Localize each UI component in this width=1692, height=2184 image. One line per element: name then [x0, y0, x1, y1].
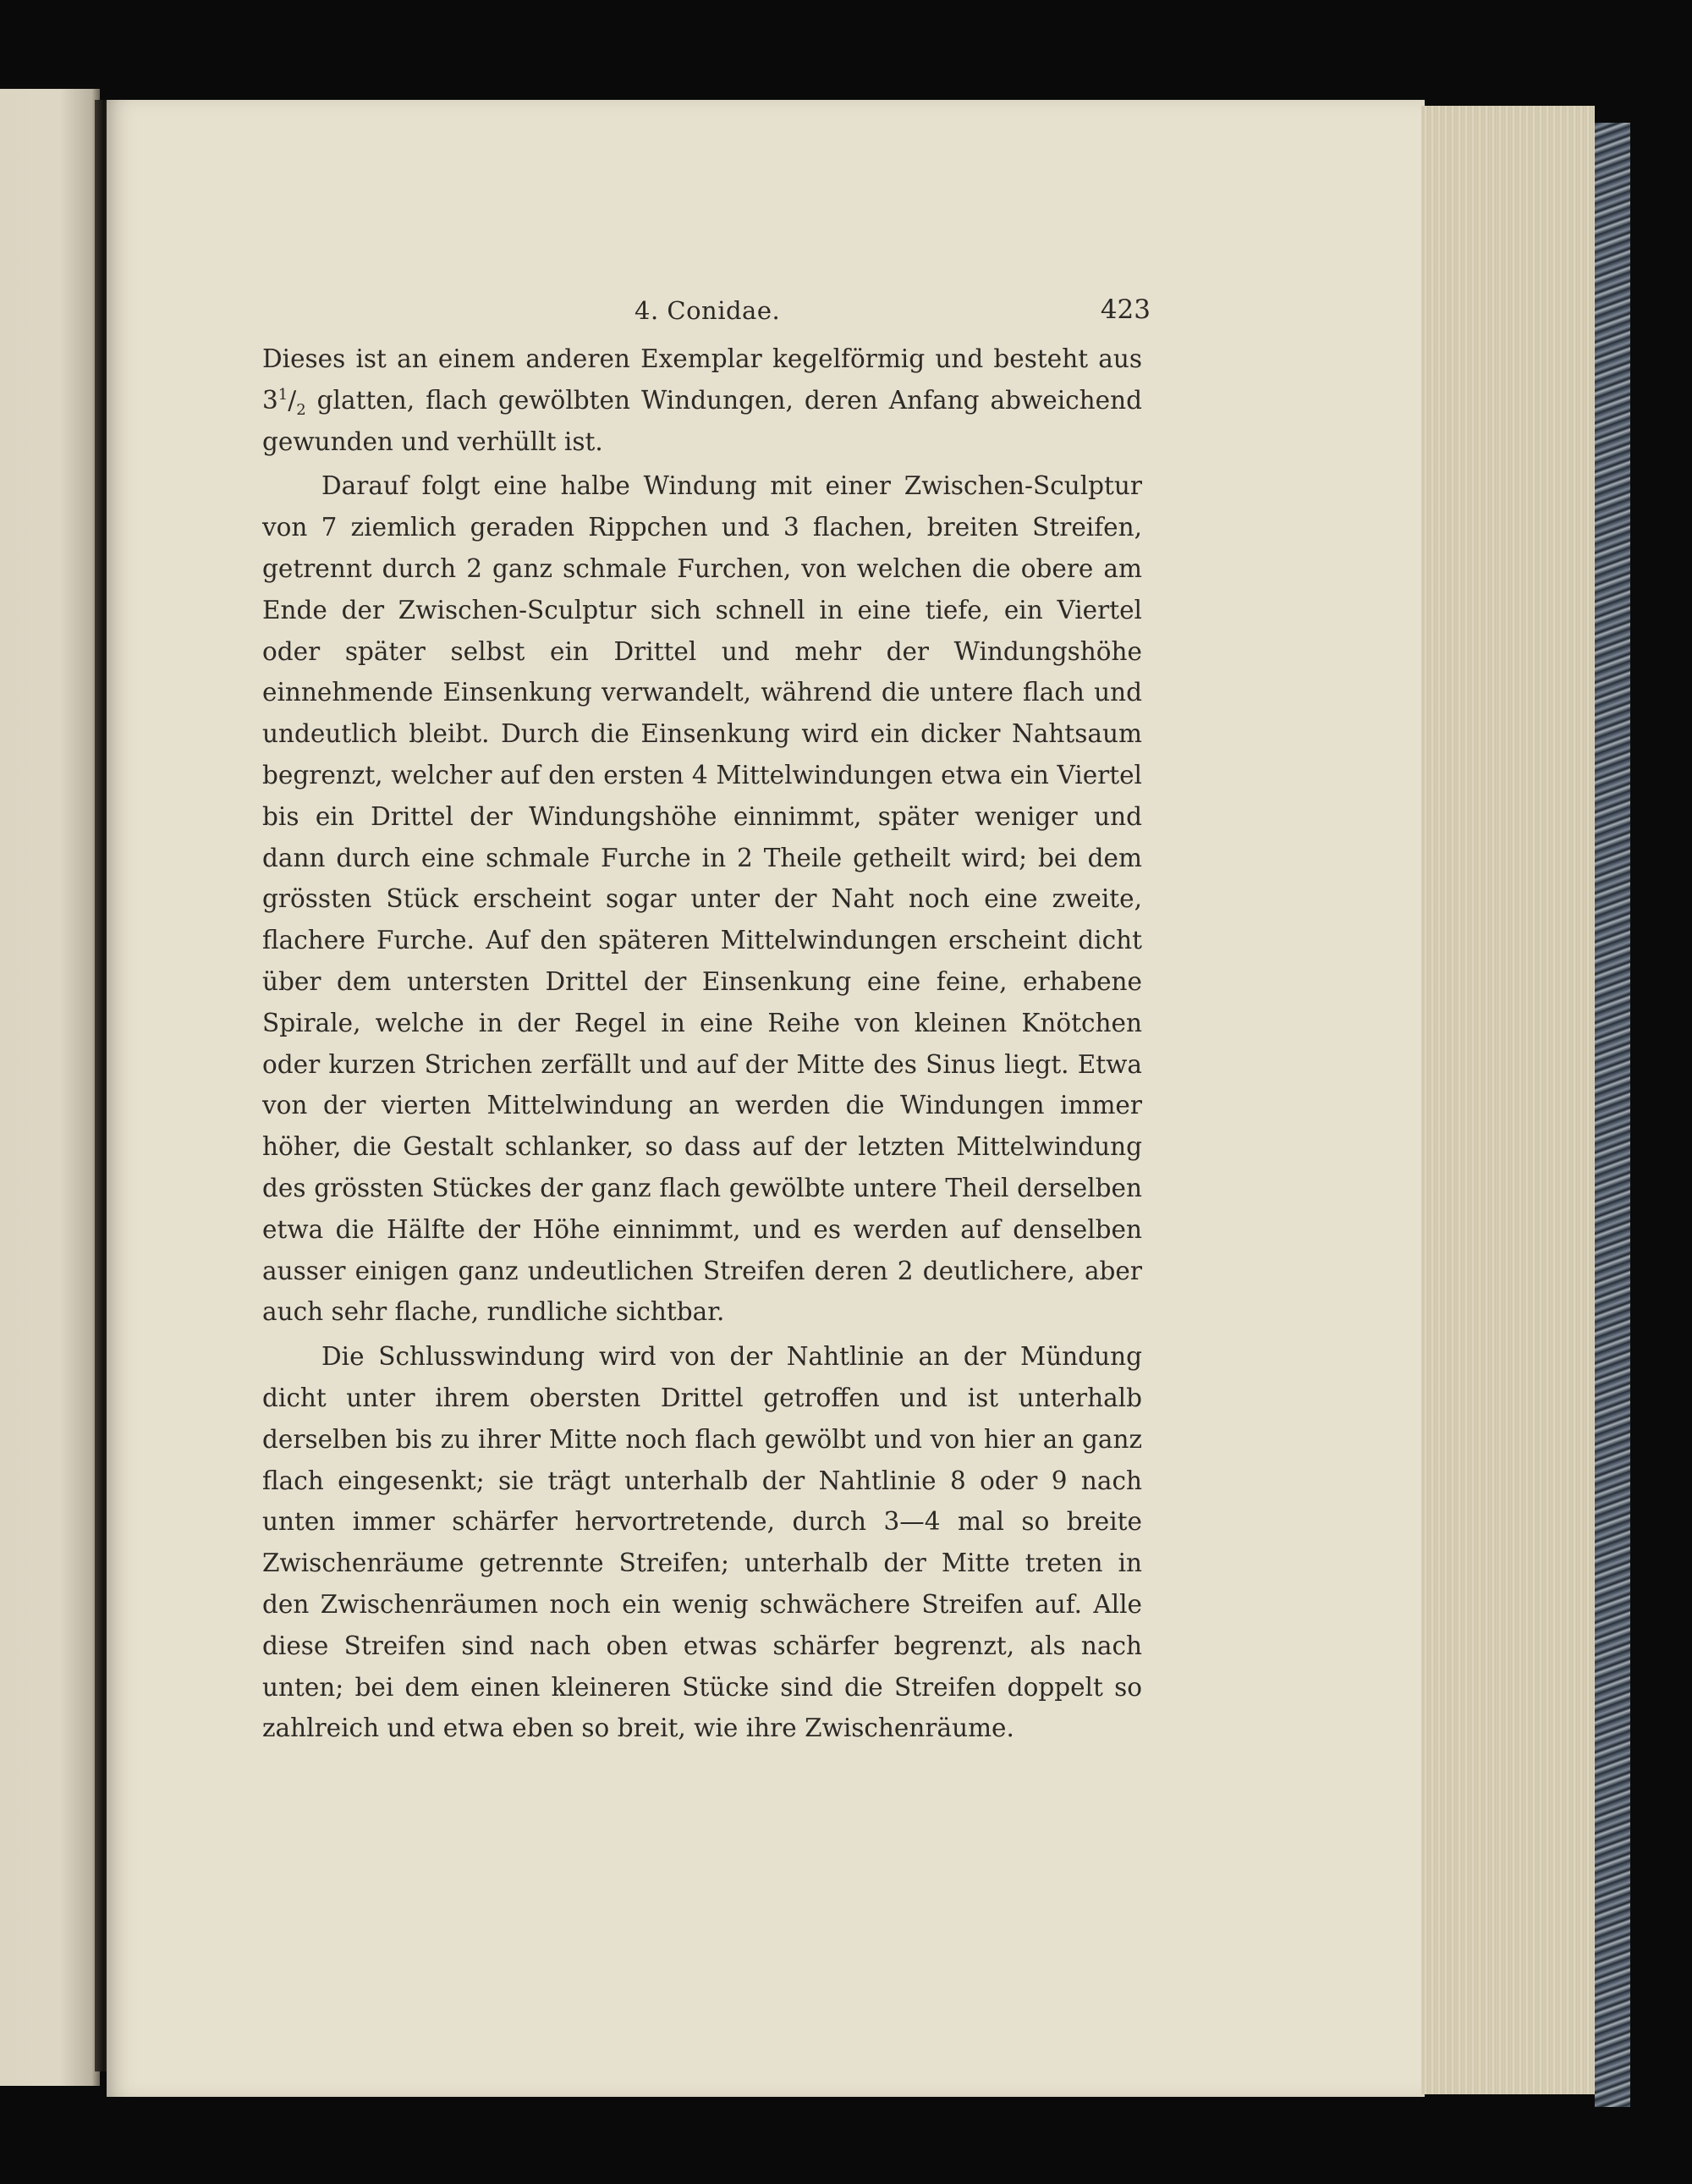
running-head — [262, 288, 1151, 338]
paragraph-1-end: glatten, flach gewölbten Windungen, deren Anfang abweichend gewunden und verhüllt ist. — [262, 385, 1142, 456]
fraction-slash: / — [288, 385, 297, 415]
page-text — [262, 288, 1151, 1749]
left-page-edge — [0, 89, 100, 2086]
page-block-edges — [1421, 106, 1595, 2094]
paragraph-1-start: Dieses ist an einem anderen Exemplar kegelförmig und besteht aus 3 — [262, 344, 1142, 415]
paragraph-1 — [262, 338, 1142, 462]
page-number: 423 — [1100, 294, 1151, 325]
fraction-denominator: 2 — [296, 400, 306, 419]
paragraph-3: Die Schlusswindung wird von der Nahtlinie an der Mündung dicht unter ihrem obersten Drittel getroffen und ist unterhalb derselben bis zu ihrer Mitte noch flach gewölbt und von hier an ganz flach eingesenkt; sie trägt unterhalb der Nahtlinie 8 oder 9 nach unten immer schärfer hervortretende, durch 3—4 mal so breite Zwischenräume getrennte Streifen; unterhalb der Mitte treten in den Zwischenräumen noch ein wenig schwächere Streifen auf. Alle diese Streifen sind nach oben etwas schärfer begrenzt, als nach unten; bei dem einen kleineren Stücke sind die Streifen doppelt so zahlreich und etwa eben so breit, wie ihre Zwischenräume. — [262, 1342, 1142, 1743]
fraction-numerator: 1 — [277, 385, 288, 404]
chapter-title: 4. Conidae. — [634, 296, 781, 325]
marbled-cover-edge — [1595, 123, 1630, 2107]
paragraph-2: Darauf folgt eine halbe Windung mit einer Zwischen-Sculptur von 7 ziemlich geraden Rippchen und 3 flachen, breiten Streifen, getrennt durch 2 ganz schmale Furchen, von welchen die obere am Ende der Zwischen-Sculptur sich schnell in eine tiefe, ein Viertel oder später selbst ein Drittel und mehr der Windungshöhe einnehmende Einsenkung verwandelt, während die untere flach und undeutlich bleibt. Durch die Einsenkung wird ein dicker Nahtsaum begrenzt, welcher auf den ersten 4 Mittelwindungen etwa ein Viertel bis ein Drittel der Windungshöhe einnimmt, später weniger und dann durch eine schmale Furche in 2 Theile getheilt wird; bei dem grössten Stück erscheint sogar unter der Naht noch eine zweite, flachere Furche. Auf den späteren Mittelwindungen erscheint dicht über dem untersten Drittel der Einsenkung eine feine, erhabene Spirale, welche in der Regel in eine Reihe von kleinen Knötchen oder kurzen Strichen zerfällt und auf der Mitte des Sinus liegt. Etwa von der vierten Mittelwindung an werden die Windungen immer höher, die Gestalt schlanker, so dass auf der letzten Mittelwindung des grössten Stückes der ganz flach gewölbte untere Theil derselben etwa die Hälfte der Höhe einnimmt, und es werden auf denselben ausser einigen ganz undeutlichen Streifen deren 2 deutlichere, aber auch sehr flache, rundliche sichtbar. — [262, 471, 1142, 1327]
